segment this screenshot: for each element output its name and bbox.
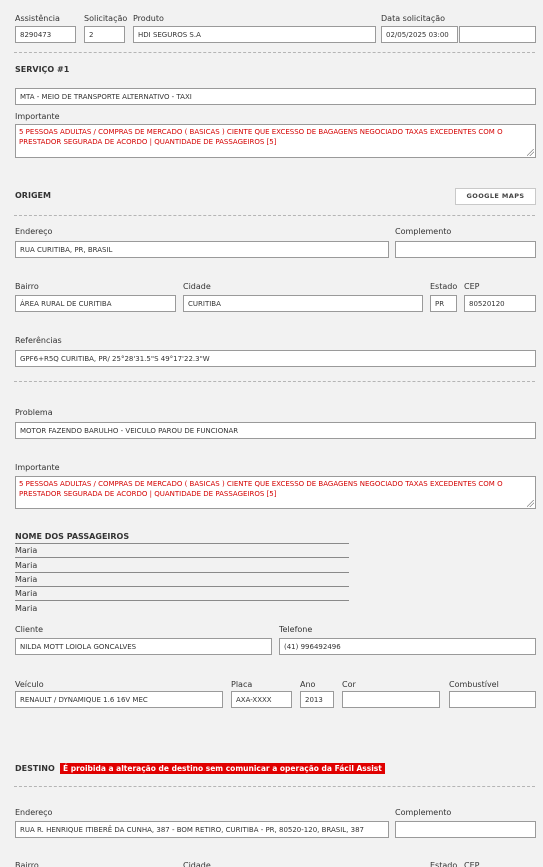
solicitacao-label: Solicitação (84, 14, 128, 23)
veiculo-label: Veículo (15, 680, 44, 689)
divider (14, 381, 535, 382)
destino-title: DESTINO (15, 764, 55, 773)
google-maps-button[interactable]: GOOGLE MAPS (455, 188, 536, 205)
origem-endereco-label: Endereço (15, 227, 53, 236)
passageiro-name: Maria (15, 604, 38, 613)
servico-importante-label: Importante (15, 112, 60, 121)
ano-field[interactable]: 2013 (300, 691, 334, 708)
cor-field[interactable] (342, 691, 440, 708)
combustivel-label: Combustível (449, 680, 499, 689)
passageiro-line (15, 586, 349, 587)
problema-importante-label: Importante (15, 463, 60, 472)
resize-grip-icon[interactable] (527, 500, 534, 507)
passageiro-line (15, 600, 349, 601)
telefone-field[interactable]: (41) 996492496 (279, 638, 536, 655)
passageiro-name: Maria (15, 546, 38, 555)
servico-importante-text: 5 PESSOAS ADULTAS / COMPRAS DE MERCADO ( BASICAS ) CIENTE QUE EXCESSO DE BAGAGENS NEGOCIADO TAXAS EXCEDENTES COM O PRESTADOR SEGURADA DE ACORDO | QUANTIDADE DE PASSAGEIROS [5] (19, 128, 503, 146)
servico-title: SERVIÇO #1 (15, 65, 70, 74)
origem-bairro-label: Bairro (15, 282, 39, 291)
combustivel-field[interactable] (449, 691, 536, 708)
passageiros-title: NOME DOS PASSAGEIROS (15, 532, 130, 541)
origem-complemento-label: Complemento (395, 227, 452, 236)
origem-referencias-label: Referências (15, 336, 62, 345)
destino-cep-label: CEP (464, 861, 480, 867)
servico-importante-textarea[interactable] (15, 124, 536, 158)
destino-warning-badge: É proibida a alteração de destino sem comunicar a operação da Fácil Assist (60, 763, 385, 774)
servico-tipo-field[interactable]: MTA - MEIO DE TRANSPORTE ALTERNATIVO - TAXI (15, 88, 536, 105)
origem-title: ORIGEM (15, 191, 51, 200)
problema-field[interactable]: MOTOR FAZENDO BARULHO - VEICULO PAROU DE FUNCIONAR (15, 422, 536, 439)
destino-complemento-label: Complemento (395, 808, 452, 817)
passageiro-line (15, 572, 349, 573)
cor-label: Cor (342, 680, 356, 689)
origem-cidade-field[interactable]: CURITIBA (183, 295, 423, 312)
problema-importante-textarea[interactable] (15, 476, 536, 509)
resize-grip-icon[interactable] (527, 149, 534, 156)
origem-referencias-field[interactable]: GPF6+R5Q CURITIBA, PR/ 25°28'31.5"S 49°17'22.3"W (15, 350, 536, 367)
destino-endereco-field[interactable]: RUA R. HENRIQUE ITIBERÊ DA CUNHA, 387 - BOM RETIRO, CURITIBA - PR, 80520-120, BRASIL, 387 (15, 821, 389, 838)
produto-field[interactable]: HDI SEGUROS S.A (133, 26, 376, 43)
divider (14, 52, 535, 53)
origem-cidade-label: Cidade (183, 282, 211, 291)
produto-label: Produto (133, 14, 164, 23)
passageiro-name: Maria (15, 575, 38, 584)
divider (14, 786, 535, 787)
ano-label: Ano (300, 680, 316, 689)
origem-endereco-field[interactable]: RUA CURITIBA, PR, BRASIL (15, 241, 389, 258)
origem-cep-field[interactable]: 80520120 (464, 295, 536, 312)
assistencia-label: Assistência (15, 14, 60, 23)
assistencia-field[interactable]: 8290473 (15, 26, 76, 43)
passageiro-name: Maria (15, 561, 38, 570)
solicitacao-field[interactable]: 2 (84, 26, 125, 43)
destino-bairro-label: Bairro (15, 861, 39, 867)
destino-cidade-label: Cidade (183, 861, 211, 867)
destino-complemento-field[interactable] (395, 821, 536, 838)
origem-complemento-field[interactable] (395, 241, 536, 258)
destino-endereco-label: Endereço (15, 808, 53, 817)
passageiros-underline (15, 543, 349, 544)
cliente-field[interactable]: NILDA MOTT LOIOLA GONCALVES (15, 638, 272, 655)
origem-bairro-field[interactable]: ÁREA RURAL DE CURITIBA (15, 295, 176, 312)
origem-estado-field[interactable]: PR (430, 295, 457, 312)
problema-importante-text: 5 PESSOAS ADULTAS / COMPRAS DE MERCADO ( BASICAS ) CIENTE QUE EXCESSO DE BAGAGENS NEGOCIADO TAXAS EXCEDENTES COM O PRESTADOR SEGURADA DE ACORDO | QUANTIDADE DE PASSAGEIROS [5] (19, 480, 503, 498)
problema-label: Problema (15, 408, 53, 417)
passageiro-line (15, 557, 349, 558)
placa-label: Placa (231, 680, 253, 689)
placa-field[interactable]: AXA-XXXX (231, 691, 292, 708)
veiculo-field[interactable]: RENAULT / DYNAMIQUE 1.6 16V MEC (15, 691, 223, 708)
data-solicitacao-field[interactable]: 02/05/2025 03:00 (381, 26, 458, 43)
passageiro-name: Maria (15, 589, 38, 598)
destino-estado-label: Estado (430, 861, 458, 867)
telefone-label: Telefone (279, 625, 313, 634)
origem-estado-label: Estado (430, 282, 458, 291)
data-solicitacao-label: Data solicitação (381, 14, 446, 23)
cliente-label: Cliente (15, 625, 44, 634)
hora-solicitacao-field[interactable] (459, 26, 536, 43)
origem-cep-label: CEP (464, 282, 480, 291)
divider (14, 215, 535, 216)
